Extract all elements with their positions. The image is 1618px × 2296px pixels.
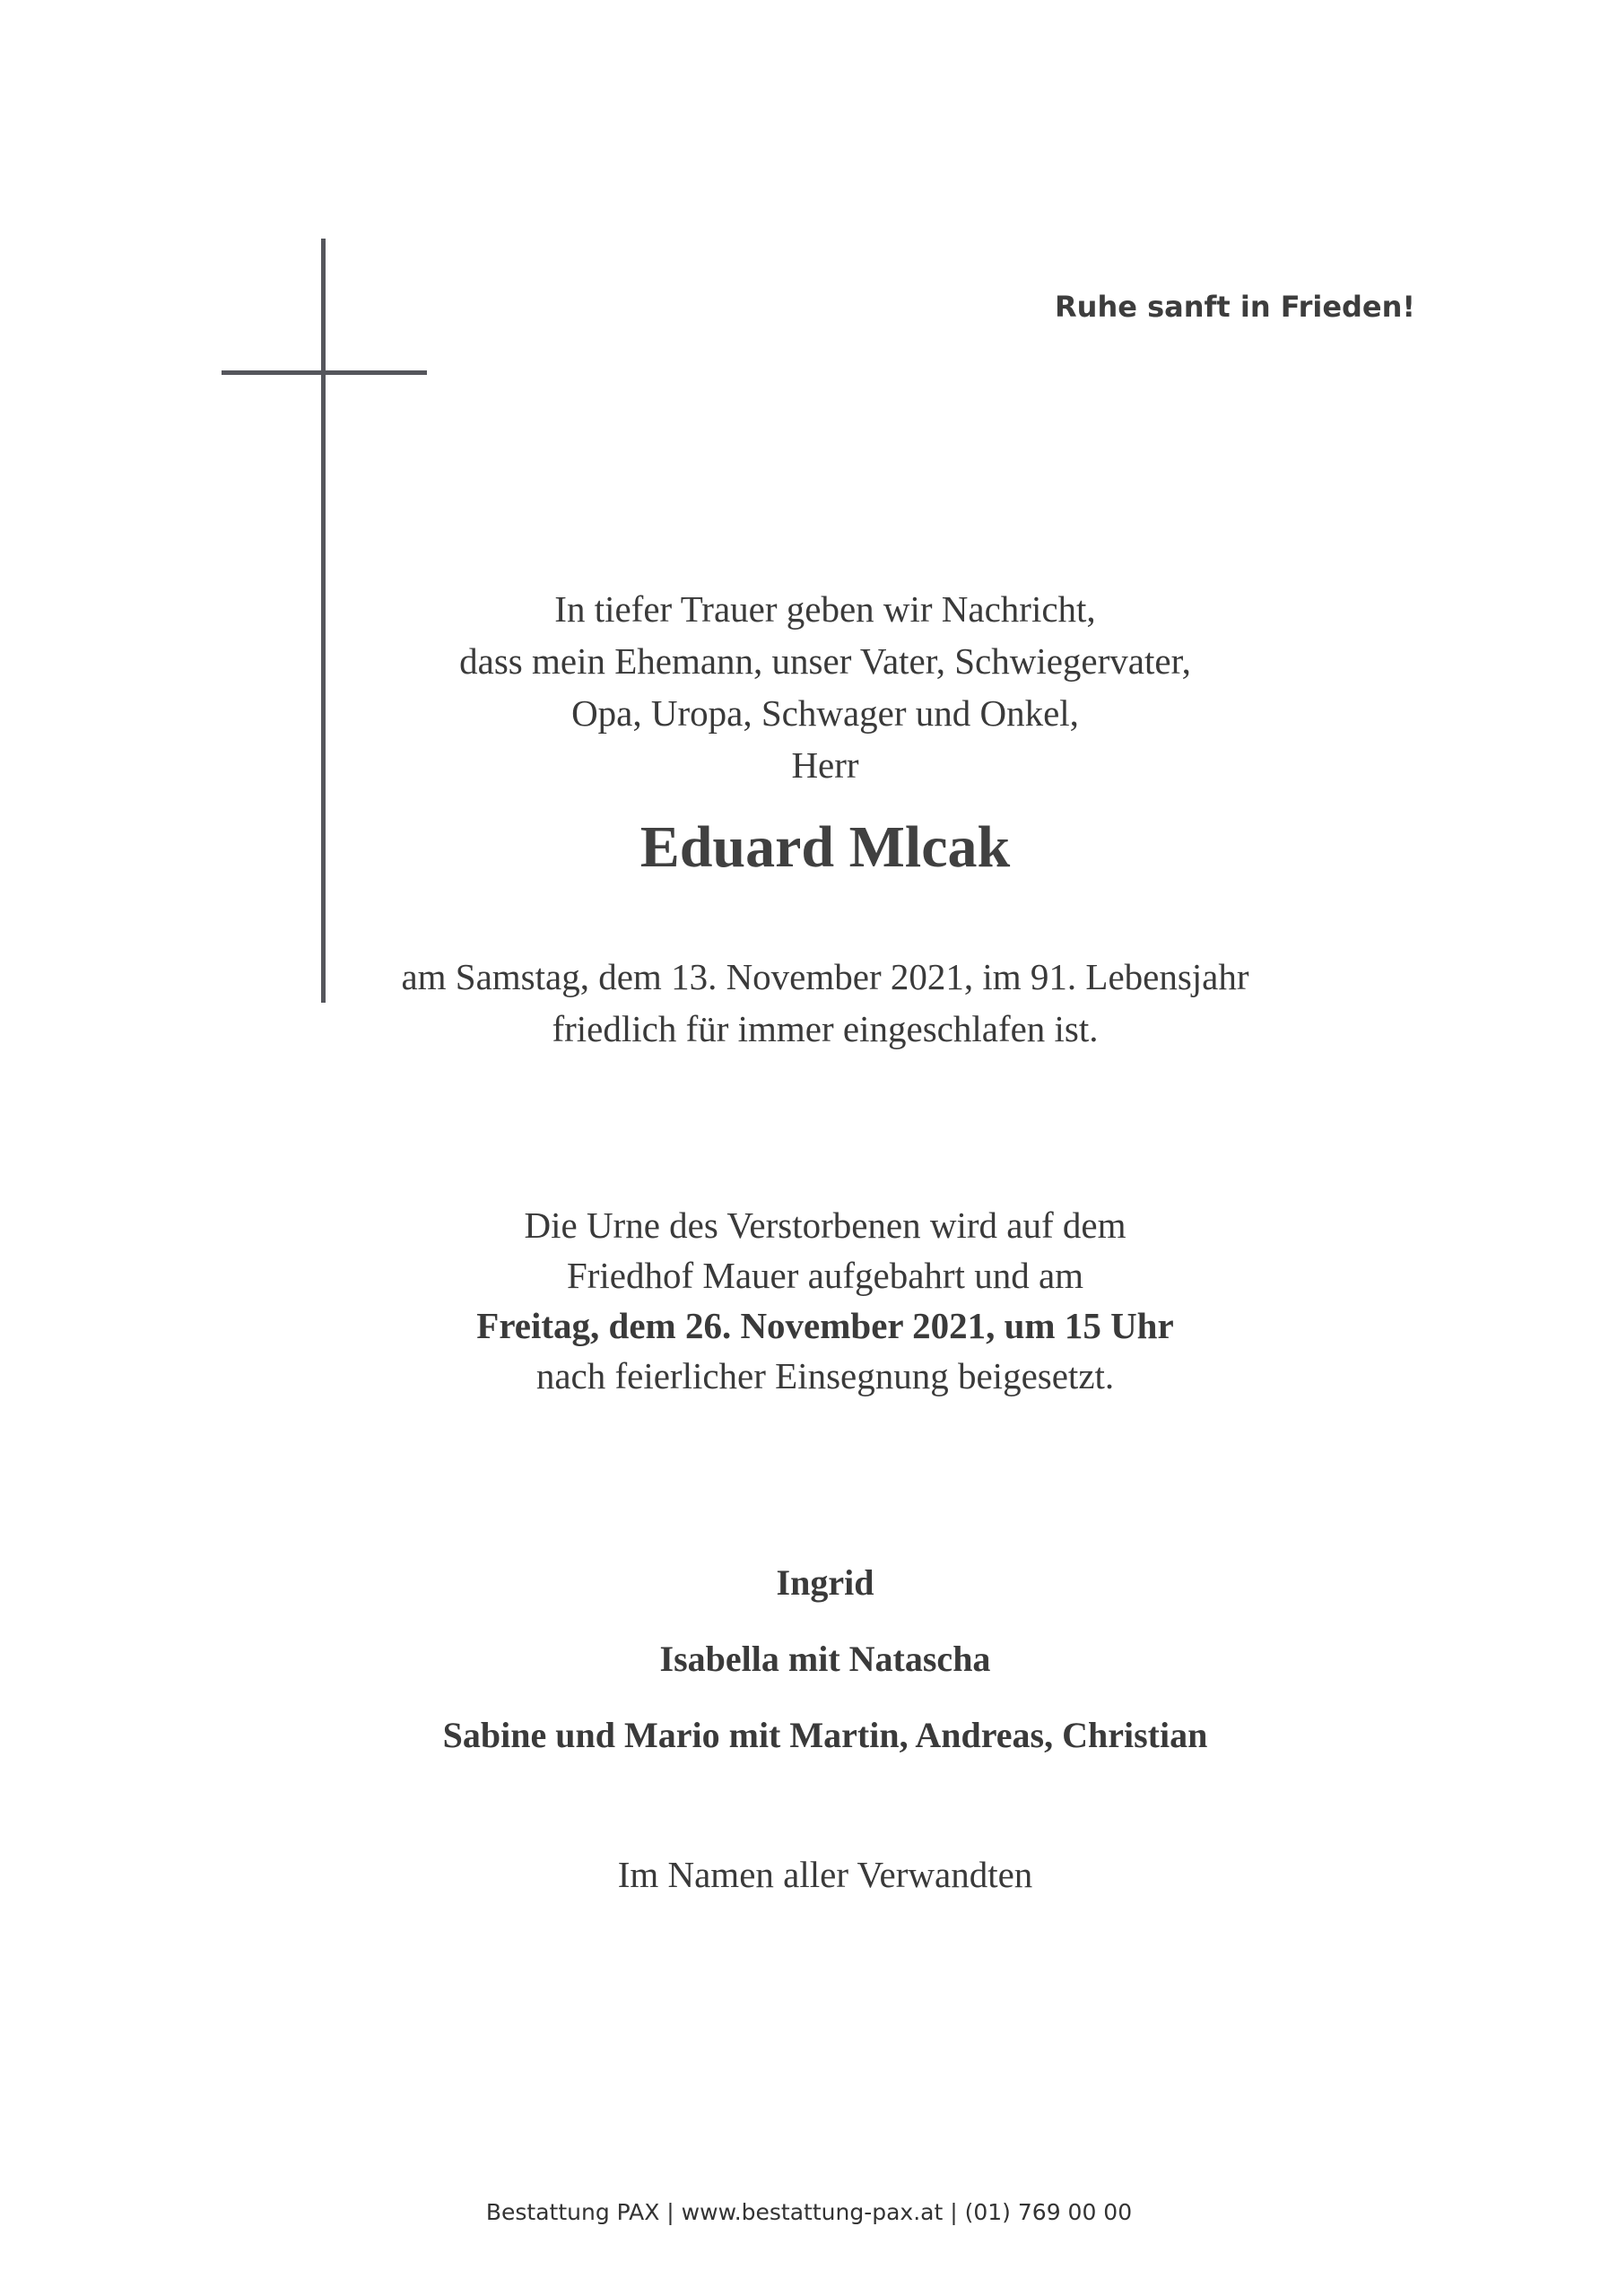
announcement-line: In tiefer Trauer geben wir Nachricht,	[554, 588, 1096, 630]
announcement	[377, 583, 1274, 791]
burial-date-time: Freitag, dem 26. November 2021, um 15 Uhr	[476, 1305, 1174, 1346]
mourner-name: Isabella mit Natascha	[659, 1639, 991, 1679]
burial-info	[377, 1200, 1274, 1401]
announcement-line: Herr	[791, 744, 859, 786]
deceased-name: Eduard Mlcak	[639, 814, 1011, 880]
burial-info-line: nach feierlicher Einsegnung beigesetzt.	[535, 1355, 1115, 1396]
relatives-note	[377, 1848, 1274, 1901]
cross-horizontal-beam	[222, 370, 427, 375]
burial-info-line: Die Urne des Verstorbenen wird auf dem	[524, 1205, 1127, 1246]
motto: Ruhe sanft in Frieden!	[1055, 290, 1415, 324]
relatives-note-text: Im Namen aller Verwandten	[617, 1854, 1033, 1895]
death-info-line: am Samstag, dem 13. November 2021, im 91. Lebensjahr	[401, 956, 1249, 997]
footer: Bestattung PAX | www.bestattung-pax.at | (01) 769 00 00	[485, 2199, 1133, 2225]
mourner-name: Sabine und Mario mit Martin, Andreas, Christian	[442, 1715, 1208, 1755]
announcement-line: Opa, Uropa, Schwager und Onkel,	[571, 692, 1079, 734]
death-info-line: friedlich für immer eingeschlafen ist.	[552, 1008, 1099, 1049]
mourners-list	[377, 1544, 1274, 1773]
burial-info-line: Friedhof Mauer aufgebahrt und am	[566, 1255, 1084, 1296]
announcement-line: dass mein Ehemann, unser Vater, Schwiegervater,	[459, 640, 1191, 682]
cross-vertical-beam	[321, 239, 326, 1003]
death-info	[377, 951, 1274, 1055]
mourner-name: Ingrid	[776, 1562, 874, 1603]
